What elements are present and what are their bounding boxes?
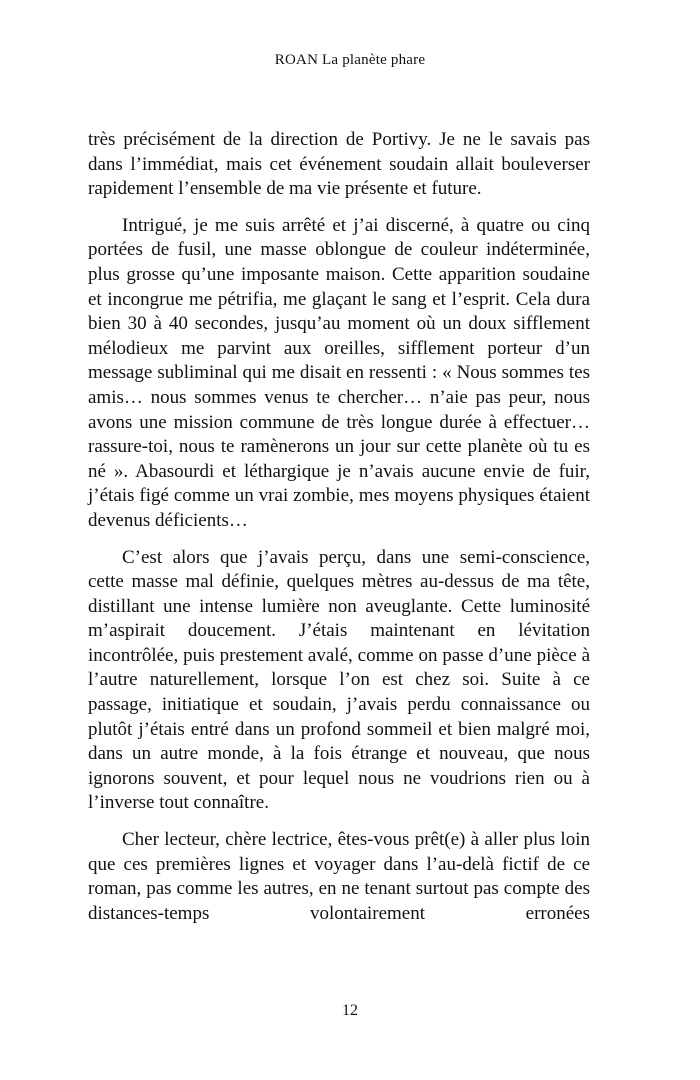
- paragraph-3: C’est alors que j’avais perçu, dans une semi-conscience, cette masse mal définie, quelques mètres au-dessus de ma tête, distillant une intense lumière non aveuglante. Cette luminosité m’aspirait doucement. J’étais maintenant en lévitation incontrôlée, puis prestement avalé, comme on passe d’une pièce à l’autre naturellement, lorsque l’on est chez soi. Suite à ce passage, initiatique et soudain, j’avais perdu connaissance ou plutôt j’étais entré dans un profond sommeil et bien malgré moi, dans un autre monde, à la fois étrange et nouveau, que nous ignorons souvent, et pour lequel nous ne voudrions rien ou à l’inverse tout connaître.: [88, 546, 590, 814]
- paragraph-1: très précisément de la direction de Portivy. Je ne le savais pas dans l’immédiat, mais cet événement soudain allait bouleverser rapidement l’ensemble de ma vie présente et future.: [88, 129, 590, 200]
- page-number: 12: [342, 1002, 358, 1019]
- paragraph-2: Intrigué, je me suis arrêté et j’ai discerné, à quatre ou cinq portées de fusil, une masse oblongue de couleur indéterminée, plus grosse qu’une imposante maison. Cette apparition soudaine et incongrue me pétrifia, me glaçant le sang et l’esprit. Cela dura bien 30 à 40 secondes, jusqu’au moment où un doux sifflement mélodieux me parvint aux oreilles, sifflement porteur d’un message subliminal qui me disait en ressenti : « Nous sommes tes amis… nous sommes venus te chercher… n’aie pas peur, nous avons une mission commune de très longue durée à effectuer… rassure-toi, nous te ramènerons un jour sur cette planète où tu es né ». Abasourdi et léthargique je n’avais aucune envie de fuir, j’étais figé comme un vrai zombie, mes moyens physiques étaient devenus déficients…: [88, 214, 590, 531]
- body-text: [88, 128, 590, 938]
- paragraph-4: Cher lecteur, chère lectrice, êtes-vous prêt(e) à aller plus loin que ces premières lignes et voyager dans l’au-delà fictif de ce roman, pas comme les autres, en ne tenant surtout pas compte des distances-temps volontairement erronées: [88, 829, 590, 924]
- running-header-title: ROAN La planète phare: [274, 52, 426, 68]
